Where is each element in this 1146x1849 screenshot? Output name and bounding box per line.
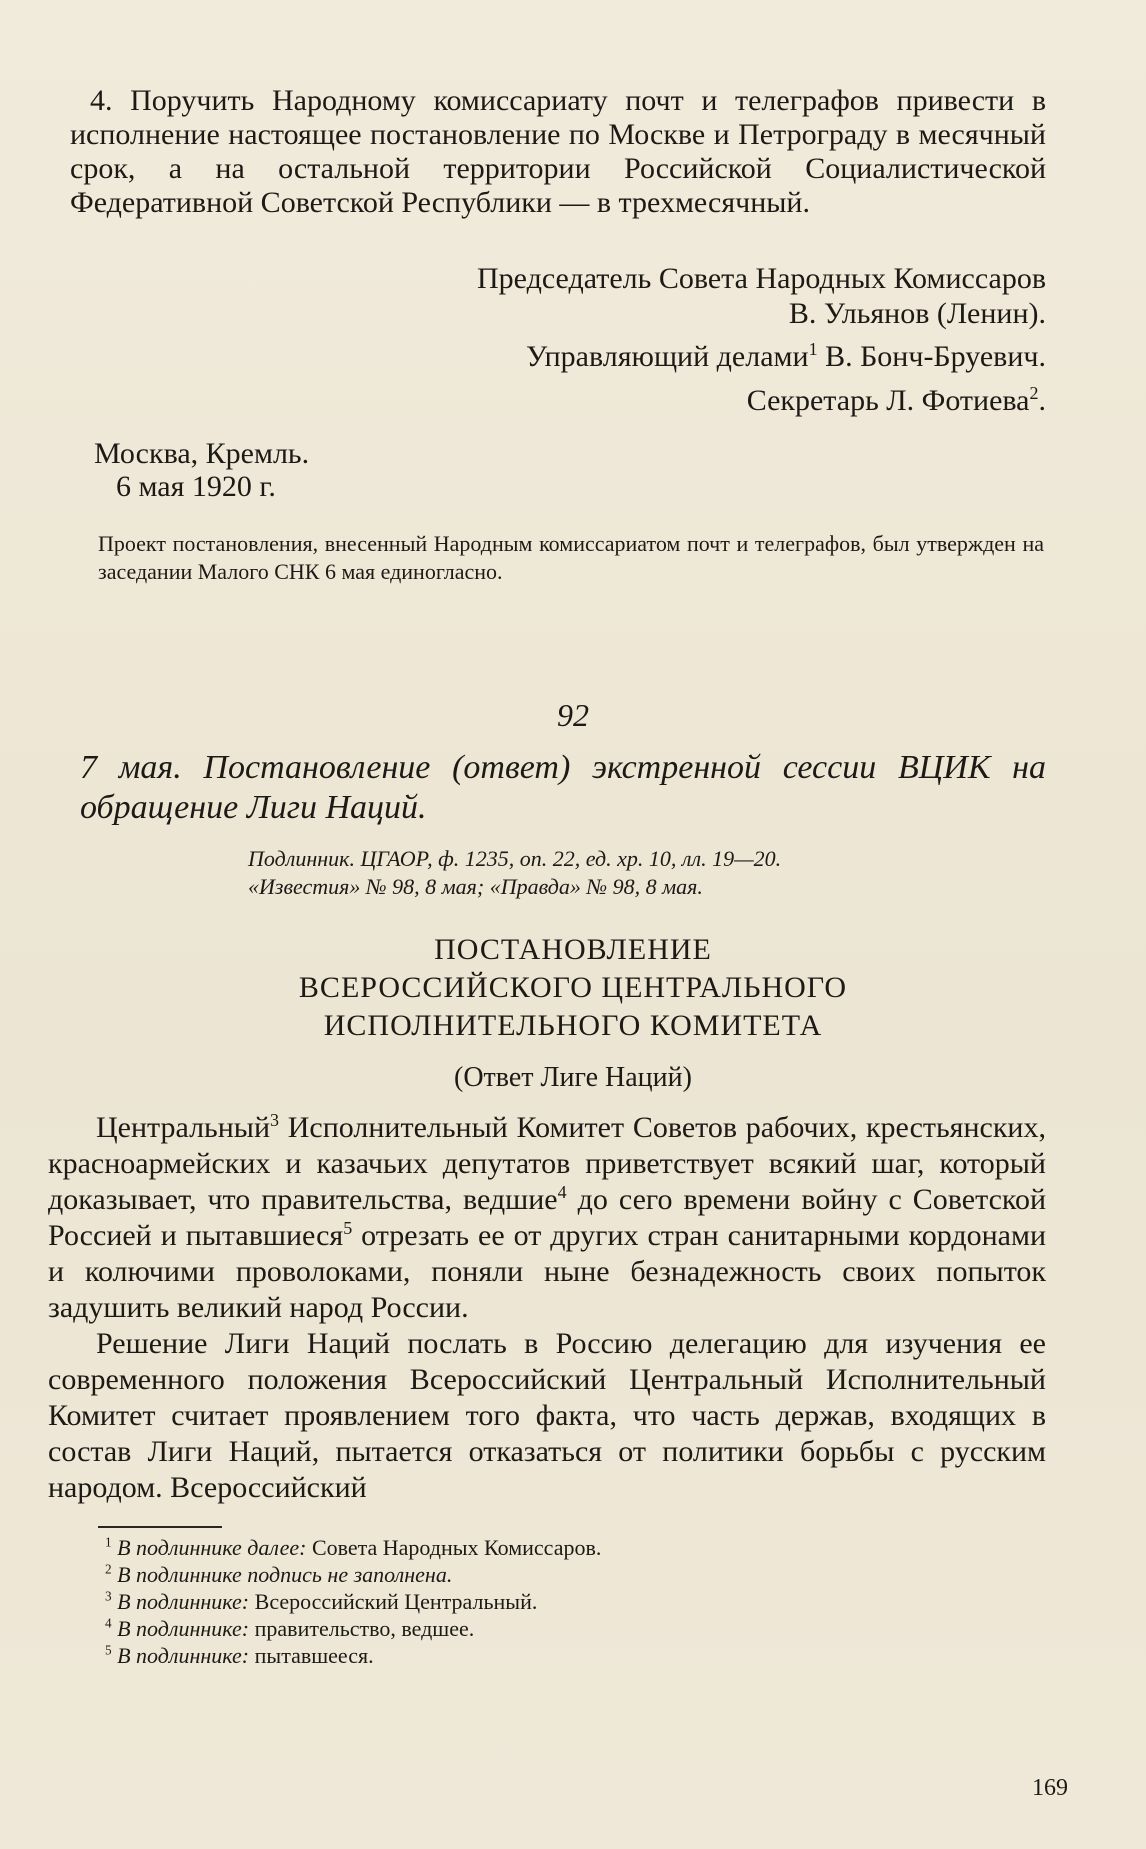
- source-line-2: «Известия» № 98, 8 мая; «Правда» № 98, 8 мая.: [248, 874, 703, 899]
- page-number: 169: [1032, 1775, 1068, 1801]
- footnote-5-text: пытавшееся.: [249, 1643, 374, 1668]
- footnote-1: [105, 1534, 601, 1561]
- body-paragraph-2: Решение Лиги Наций послать в Россию делегацию для изучения ее современного положения Всероссийский Центральный Исполнительный Комитет считает проявлением того факта, что часть держав, входящих в состав Лиги Наций, пытается отказаться от политики борьбы с русским народом. Всероссийский: [48, 1327, 1046, 1504]
- footnote-4-text: правительство, ведшее.: [249, 1616, 475, 1641]
- document-number: 92: [557, 697, 589, 733]
- footnote-3: [105, 1588, 537, 1615]
- footnote-ref-3: 3: [270, 1110, 280, 1130]
- date: 6 мая 1920 г.: [116, 470, 276, 503]
- editor-note: Проект постановления, внесенный Народным комиссариатом почт и телеграфов, был утвержден на заседании Малого СНК 6 мая единогласно.: [98, 531, 1044, 584]
- footnote-ref-2: 2: [1029, 383, 1039, 403]
- document-header: 7 мая. Постановление (ответ) экстренной сессии ВЦИК на обращение Лиги Наций.: [80, 749, 1046, 826]
- footnote-2-number: 2: [105, 1561, 112, 1577]
- footnote-2-italic: В подлиннике подпись не заполнена.: [117, 1562, 453, 1587]
- footnote-4: [105, 1615, 474, 1642]
- footnote-1-text: Совета Народных Комиссаров.: [306, 1535, 602, 1560]
- footnote-4-italic: В подлиннике:: [117, 1616, 250, 1641]
- body-block: [48, 1110, 1046, 1506]
- footnote-ref-4: 4: [557, 1182, 567, 1202]
- footnote-ref-1: 1: [808, 339, 818, 359]
- top-paragraph: 4. Поручить Народному комиссариату почт и телеграфов привести в исполнение настоящее постановление по Москве и Петрограду в месячный срок, а на остальной территории Российской Социалистической Федеративной Советской Республики — в трехмесячный.: [70, 84, 1046, 219]
- title-line-3: ИСПОЛНИТЕЛЬНОГО КОМИТЕТА: [323, 1009, 823, 1042]
- signature-chairman-name: В. Ульянов (Ленин).: [788, 297, 1046, 330]
- top-paragraph-block: [70, 84, 1046, 220]
- body-p1-part-c: до сего времени войну с Советской Россией и пытавшиеся: [48, 1183, 1046, 1252]
- body-p1-part-b: Исполнительный Комитет Советов рабочих, крестьянских, красноармейских и казачьих депутатов приветствует всякий шаг, который доказывает, что правительства, ведшие: [48, 1111, 1046, 1216]
- footnote-4-number: 4: [105, 1615, 112, 1631]
- body-paragraph-1: [48, 1110, 1046, 1326]
- subtitle: (Ответ Лиге Наций): [454, 1062, 692, 1093]
- body-p1-part-d: отрезать ее от других стран санитарными кордонами и колючими проволоками, поняли ныне безнадежность своих попыток задушить великий народ России.: [48, 1219, 1046, 1324]
- footnote-ref-5: 5: [343, 1218, 353, 1238]
- place: Москва, Кремль.: [94, 437, 310, 470]
- signature-secretary: [747, 384, 1046, 418]
- body-p1-part-a: Центральный: [96, 1111, 271, 1144]
- footnote-2: [105, 1561, 452, 1588]
- signature-chairman-title: Председатель Совета Народных Комиссаров: [477, 262, 1046, 295]
- footnote-divider: [98, 1526, 222, 1528]
- footnote-3-text: Всероссийский Центральный.: [249, 1589, 538, 1614]
- signature-manager: [526, 340, 1046, 374]
- signature-manager-title: Управляющий делами: [526, 340, 809, 373]
- title-line-1: ПОСТАНОВЛЕНИЕ: [434, 933, 712, 966]
- editor-note-block: [98, 530, 1044, 586]
- footnote-5-italic: В подлиннике:: [117, 1643, 250, 1668]
- source-line-1: Подлинник. ЦГАОР, ф. 1235, оп. 22, ед. хр. 10, лл. 19—20.: [248, 846, 782, 871]
- signature-secretary-name: Секретарь Л. Фотиева: [746, 384, 1030, 417]
- signature-manager-name: В. Бонч-Бруевич.: [825, 340, 1046, 373]
- signature-secretary-end: .: [1038, 384, 1046, 417]
- footnote-5: [105, 1642, 374, 1669]
- footnote-1-number: 1: [105, 1534, 112, 1550]
- footnote-3-number: 3: [105, 1588, 112, 1604]
- footnote-3-italic: В подлиннике:: [117, 1589, 250, 1614]
- footnote-5-number: 5: [105, 1642, 112, 1658]
- title-line-2: ВСЕРОССИЙСКОГО ЦЕНТРАЛЬНОГО: [298, 971, 848, 1004]
- footnote-1-italic: В подлиннике далее:: [117, 1535, 307, 1560]
